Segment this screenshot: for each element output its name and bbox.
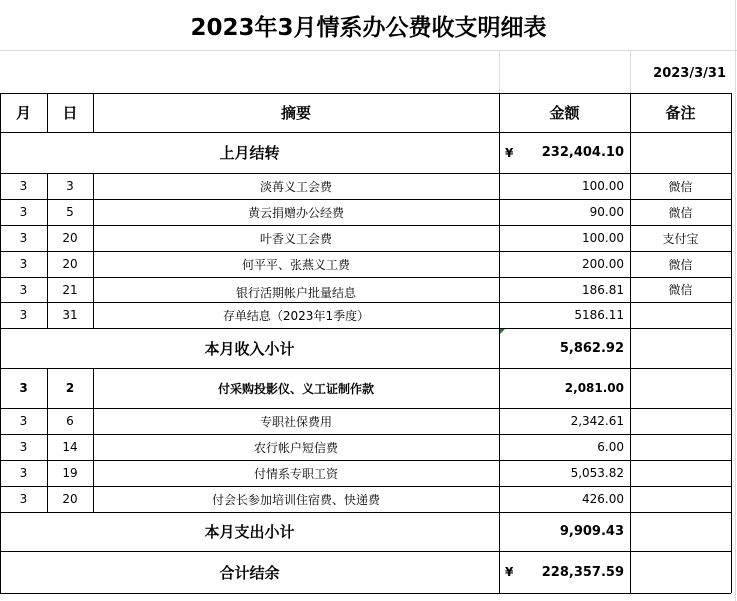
row-day[interactable]: 2 bbox=[65, 381, 75, 395]
row-summary[interactable]: 叶香义工会费 bbox=[259, 231, 332, 246]
row-month[interactable]: 3 bbox=[19, 205, 28, 219]
grid-line bbox=[0, 593, 731, 594]
row-summary[interactable]: 何平平、张燕义工费 bbox=[241, 257, 350, 272]
page-title[interactable]: 2023年3月情系办公费收支明细表 bbox=[190, 14, 547, 41]
carry-forward-currency: ¥ bbox=[505, 145, 514, 160]
grid-line bbox=[0, 302, 731, 303]
cell-indicator bbox=[500, 329, 505, 334]
header-month[interactable]: 月 bbox=[15, 104, 31, 122]
row-day[interactable]: 19 bbox=[62, 466, 78, 480]
row-summary[interactable]: 黄云捐赠办公经费 bbox=[247, 205, 344, 220]
row-amount[interactable]: 6.00 bbox=[597, 440, 624, 454]
grid-line bbox=[0, 551, 731, 552]
row-month[interactable]: 3 bbox=[19, 466, 28, 480]
grid-line bbox=[630, 50, 631, 93]
header-day[interactable]: 日 bbox=[62, 104, 78, 122]
grid-line bbox=[0, 486, 731, 487]
grid-line bbox=[47, 173, 48, 328]
grid-line bbox=[93, 173, 94, 328]
row-amount[interactable]: 100.00 bbox=[582, 231, 624, 245]
row-month[interactable]: 3 bbox=[19, 492, 28, 506]
row-note[interactable] bbox=[630, 434, 731, 460]
row-note[interactable]: 微信 bbox=[668, 283, 693, 297]
grid-line bbox=[47, 368, 48, 512]
row-note[interactable]: 微信 bbox=[668, 179, 693, 194]
grid-line bbox=[630, 93, 631, 593]
grid-line bbox=[93, 368, 94, 512]
grid-line bbox=[731, 93, 732, 593]
grid-line bbox=[0, 277, 731, 278]
grid-line bbox=[0, 199, 731, 200]
header-note[interactable]: 备注 bbox=[665, 104, 696, 122]
row-month[interactable]: 3 bbox=[19, 414, 28, 428]
row-amount[interactable]: 426.00 bbox=[582, 492, 624, 506]
carry-forward-amount[interactable]: 232,404.10 bbox=[541, 145, 624, 160]
row-day[interactable]: 20 bbox=[62, 231, 78, 245]
grid-line bbox=[0, 512, 731, 513]
row-note[interactable] bbox=[630, 408, 731, 434]
row-day[interactable]: 3 bbox=[66, 179, 74, 193]
row-day[interactable]: 31 bbox=[62, 308, 78, 322]
carry-forward-label[interactable]: 上月结转 bbox=[219, 144, 280, 162]
grid-line bbox=[499, 93, 500, 593]
row-note[interactable] bbox=[630, 460, 731, 486]
grid-line bbox=[0, 93, 1, 593]
row-month[interactable]: 3 bbox=[19, 179, 28, 193]
grid-line bbox=[0, 132, 731, 133]
row-amount[interactable]: 100.00 bbox=[582, 179, 624, 193]
row-summary[interactable]: 淡苒义工会费 bbox=[259, 179, 332, 194]
row-amount[interactable]: 5,053.82 bbox=[570, 466, 624, 480]
row-summary[interactable]: 付采购投影仪、义工证制作款 bbox=[217, 381, 374, 396]
row-summary[interactable]: 银行活期帐户批量结息 bbox=[235, 286, 356, 300]
row-month[interactable]: 3 bbox=[19, 282, 28, 297]
row-amount[interactable]: 90.00 bbox=[589, 205, 624, 219]
total-amount[interactable]: 228,357.59 bbox=[541, 564, 624, 580]
row-amount[interactable]: 2,081.00 bbox=[564, 381, 624, 395]
grid-line bbox=[0, 50, 737, 51]
report-date[interactable]: 2023/3/31 bbox=[653, 65, 726, 81]
row-amount[interactable]: 2,342.61 bbox=[570, 414, 624, 428]
row-month[interactable]: 3 bbox=[19, 308, 28, 322]
header-summary[interactable]: 摘要 bbox=[280, 104, 311, 122]
grid-line bbox=[0, 93, 731, 94]
row-summary[interactable]: 存单结息（2023年1季度） bbox=[222, 308, 370, 323]
row-day[interactable]: 20 bbox=[62, 257, 78, 271]
row-month[interactable]: 3 bbox=[19, 381, 28, 395]
grid-line bbox=[93, 93, 94, 132]
grid-line bbox=[0, 173, 731, 174]
income-subtotal-amount[interactable]: 5,862.92 bbox=[559, 340, 624, 356]
grid-line bbox=[0, 408, 731, 409]
row-amount[interactable]: 5186.11 bbox=[574, 308, 624, 322]
grid-line bbox=[0, 434, 731, 435]
row-summary[interactable]: 专职社保费用 bbox=[259, 414, 332, 429]
row-summary[interactable]: 付会长参加培训住宿费、快递费 bbox=[211, 492, 380, 507]
row-month[interactable]: 3 bbox=[19, 440, 28, 454]
expense-subtotal-amount[interactable]: 9,909.43 bbox=[559, 524, 624, 539]
income-subtotal-label[interactable]: 本月收入小计 bbox=[204, 339, 295, 358]
row-note[interactable] bbox=[630, 486, 731, 512]
header-amount[interactable]: 金额 bbox=[549, 104, 580, 122]
grid-line bbox=[735, 0, 736, 601]
expense-subtotal-label[interactable]: 本月支出小计 bbox=[204, 523, 295, 541]
grid-line bbox=[499, 50, 500, 93]
row-note[interactable]: 微信 bbox=[668, 205, 693, 220]
row-day[interactable]: 14 bbox=[62, 440, 78, 454]
row-note[interactable]: 微信 bbox=[668, 257, 693, 272]
total-label[interactable]: 合计结余 bbox=[219, 563, 280, 582]
row-day[interactable]: 5 bbox=[66, 205, 74, 219]
row-day[interactable]: 6 bbox=[66, 414, 74, 428]
row-summary[interactable]: 农行帐户短信费 bbox=[253, 440, 338, 455]
row-day[interactable]: 20 bbox=[62, 492, 78, 506]
grid-line bbox=[0, 225, 731, 226]
row-note[interactable]: 支付宝 bbox=[662, 231, 699, 246]
row-amount[interactable]: 200.00 bbox=[582, 257, 624, 271]
row-month[interactable]: 3 bbox=[19, 231, 28, 245]
grid-line bbox=[0, 251, 731, 252]
grid-line bbox=[0, 368, 731, 369]
row-note[interactable] bbox=[630, 302, 731, 328]
total-currency: ¥ bbox=[505, 565, 514, 579]
row-day[interactable]: 21 bbox=[62, 282, 78, 297]
row-note[interactable] bbox=[630, 368, 731, 408]
row-summary[interactable]: 付情系专职工资 bbox=[253, 466, 338, 481]
grid-line bbox=[0, 328, 731, 329]
grid-line bbox=[47, 93, 48, 132]
grid-line bbox=[0, 460, 731, 461]
row-month[interactable]: 3 bbox=[19, 257, 28, 271]
row-amount[interactable]: 186.81 bbox=[582, 282, 624, 297]
